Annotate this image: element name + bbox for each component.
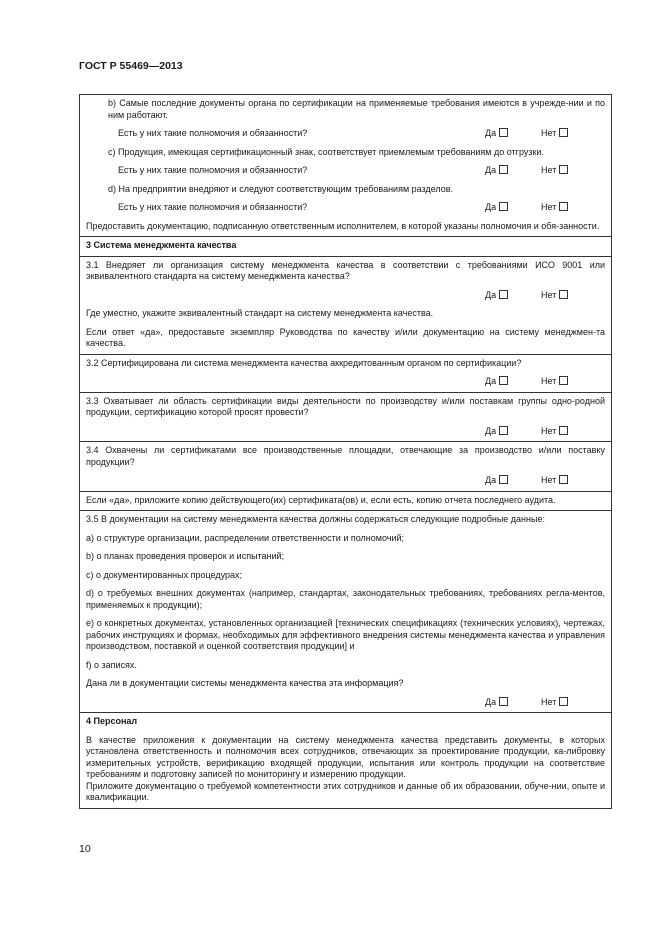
- yes-label: Да: [485, 475, 497, 485]
- no-label: Нет: [541, 289, 557, 300]
- q35-item-d: d) о требуемых внешних документах (например, стандартах, законодательных требованиях, требованиях регла-ментов, применяемых к продукции);: [86, 588, 605, 610]
- yes-checkbox[interactable]: [499, 165, 508, 174]
- docs-instruction: Предоставить документацию, подписанную ответственным исполнителем, в которой указаны полномочия и обя-занности.: [86, 220, 600, 231]
- section-3-title: 3 Система менеджмента качества: [80, 237, 611, 257]
- no-label: Нет: [541, 475, 557, 485]
- q35-item-a: а) о структуре организации, распределении ответственности и полномочий;: [86, 532, 405, 543]
- yes-label: Да: [485, 376, 497, 386]
- item-b-question-row: [86, 128, 605, 140]
- yes-checkbox[interactable]: [499, 128, 508, 137]
- q35-text: 3.5 В документации на систему менеджмента качества должны содержаться следующие подробные данные:: [86, 514, 545, 524]
- no-label: Нет: [541, 696, 557, 707]
- item-c-text: с) Продукция, имеющая сертификационный знак, соответствует приемлемым требованиям до отгрузки.: [108, 146, 544, 157]
- item-d-question: Есть у них такие полномочия и обязанности?: [118, 202, 308, 212]
- item-d-question-row: [86, 202, 605, 214]
- section-4-paragraph-2: Приложите документацию о требуемой компетентности этих сотрудников и данные об их образовании, обуче-нии, опыте и квалификации.: [86, 780, 605, 802]
- q32-answer-row: [86, 376, 605, 388]
- q34-text: 3.4 Охвачены ли сертификатами все производственные площадки, отвечающие за производство и/или поставку продукции?: [86, 445, 605, 467]
- no-checkbox[interactable]: [559, 128, 568, 137]
- no-checkbox[interactable]: [559, 697, 568, 706]
- item-b-question: Есть у них такие полномочия и обязанности?: [118, 128, 308, 138]
- no-label: Нет: [541, 376, 557, 386]
- q32-text: 3.2 Сертифицирована ли система менеджмента качества аккредитованным органом по сертификации?: [86, 357, 522, 368]
- yes-label: Да: [485, 289, 497, 300]
- q31-note-2: Если ответ «да», предоставьте экземпляр Руководства по качеству и/или документацию на систему менеджмен-та качества.: [86, 326, 605, 348]
- question-3-1: [80, 257, 611, 355]
- yes-checkbox[interactable]: [499, 376, 508, 385]
- no-label: Нет: [541, 165, 557, 175]
- no-checkbox[interactable]: [559, 426, 568, 435]
- q34-answer-row: [86, 475, 605, 487]
- section-4: [80, 713, 611, 808]
- q31-text: 3.1 Внедряет ли организация систему менеджмента качества в соответствии с требованиями ИСО 9001 или эквивалентного стандарта на систему менеджмента качества?: [86, 259, 605, 281]
- section-4-title: 4 Персонал: [86, 716, 138, 726]
- yes-checkbox[interactable]: [499, 202, 508, 211]
- q34-note: Если «да», приложите копию действующего(их) сертификата(ов) и, если есть, копию отчета последнего аудита.: [80, 492, 611, 512]
- questionnaire-table: [79, 94, 612, 809]
- yes-checkbox[interactable]: [499, 475, 508, 484]
- yes-checkbox[interactable]: [499, 426, 508, 435]
- question-3-2: [80, 355, 611, 393]
- q35-item-b: b) о планах проведения проверок и испытаний;: [86, 551, 285, 561]
- no-label: Нет: [541, 202, 557, 212]
- section-2-continuation: [80, 95, 611, 237]
- yes-label: Да: [485, 165, 497, 175]
- no-label: Нет: [541, 425, 557, 436]
- yes-label: Да: [485, 128, 497, 138]
- q31-answer-row: [86, 290, 605, 302]
- question-3-5: [80, 511, 611, 713]
- question-3-3: [80, 393, 611, 443]
- no-checkbox[interactable]: [559, 165, 568, 174]
- no-checkbox[interactable]: [559, 475, 568, 484]
- page-number: 10: [79, 843, 91, 855]
- q35-question: Дана ли в документации системы менеджмента качества эта информация?: [86, 678, 404, 688]
- document-header: ГОСТ Р 55469—2013: [79, 60, 183, 72]
- yes-label: Да: [485, 696, 497, 707]
- item-b-text: b) Самые последние документы органа по сертификации на применяемые требования имеются в учрежде-нии и по ним работают.: [108, 98, 605, 120]
- yes-checkbox[interactable]: [499, 290, 508, 299]
- item-c-question-row: [86, 165, 605, 177]
- q35-item-c: с) о документированных процедурах;: [86, 569, 243, 580]
- q33-answer-row: [86, 426, 605, 438]
- no-label: Нет: [541, 128, 557, 138]
- section-4-paragraph-1: В качестве приложения к документации на систему менеджмента качества представить документы, в которых установлена ответственность и полномочия всех сотрудников, отвечающих за проектирование продукции, ка-либровку измерительных устройств, верификацию входящей продукции, испытания или контроль продукции на соответствие требованиям и подготовку записей по мониторингу и измерению продукции.: [86, 734, 605, 779]
- no-checkbox[interactable]: [559, 376, 568, 385]
- item-d-text: d) На предприятии внедряют и следуют соответствующим требованиям разделов.: [108, 183, 454, 194]
- question-3-4: [80, 442, 611, 492]
- q33-text: 3.3 Охватывает ли область сертификации виды деятельности по производству и/или поставкам группы одно-родной продукции, сертификацию которой просят провести?: [86, 395, 605, 417]
- q31-note-1: Где уместно, укажите эквивалентный стандарт на систему менеджмента качества.: [86, 308, 434, 318]
- yes-label: Да: [485, 202, 497, 212]
- no-checkbox[interactable]: [559, 202, 568, 211]
- item-c-question: Есть у них такие полномочия и обязанности?: [118, 165, 308, 175]
- no-checkbox[interactable]: [559, 290, 568, 299]
- yes-label: Да: [485, 425, 497, 436]
- q35-item-e: е) о конкретных документах, установленных организацией [технических спецификациях (технических условиях), чертежах, рабочих инструкциях и формах, необходимых для эффективного внедрения системы менеджмента качества и управления производством, поставкой и оценкой соответствия продукции] и: [86, 618, 605, 651]
- q35-item-f: f) о записях.: [86, 659, 137, 670]
- q35-answer-row: [86, 697, 605, 709]
- yes-checkbox[interactable]: [499, 697, 508, 706]
